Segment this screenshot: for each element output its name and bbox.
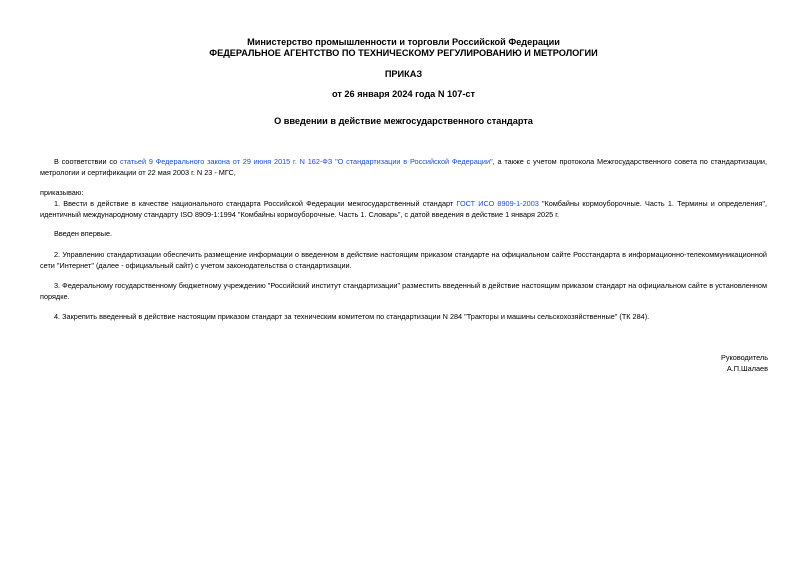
order-word: приказываю: (40, 188, 84, 197)
agency-name: ФЕДЕРАЛЬНОЕ АГЕНТСТВО ПО ТЕХНИЧЕСКОМУ РЕГУЛИРОВАНИЮ И МЕТРОЛОГИИ (209, 48, 598, 58)
document-title: О введении в действие межгосударственного стандарта (274, 116, 533, 126)
intro-paragraph (40, 157, 767, 178)
document-date-number: от 26 января 2024 года N 107-ст (331, 89, 476, 99)
gost-link[interactable]: ГОСТ ИСО 8909-1-2003 (456, 199, 539, 208)
clause-3: 3. Федеральному государственному бюджетному учреждению "Российский институт стандартизации" разместить введенный в действие настоящим приказом стандарт на официальном сайте в установленном порядке. (40, 281, 767, 301)
clause-1-text-before: 1. Ввести в действие в качестве национального стандарта Российской Федерации межгосударственный стандарт (54, 199, 457, 208)
clause-4: 4. Закрепить введенный в действие настоящим приказом стандарт за техническим комитетом по стандартизации N 284 "Тракторы и машины сельскохозяйственные" (ТК 284). (54, 312, 650, 321)
document-type: ПРИКАЗ (384, 69, 423, 79)
clause-2: 2. Управлению стандартизации обеспечить размещение информации о введенном в действие настоящим приказом стандарте на официальном сайте Росстандарта в информационно-телекоммуникационной сети "Интернет" (далее - официальный сайт) с учетом законодательства о стандартизации. (40, 250, 767, 270)
intro-text-before: В соответствии со (54, 157, 120, 166)
clause-1 (40, 199, 767, 220)
federal-law-link[interactable]: статьей 9 Федерального закона от 29 июня 2015 г. N 162-ФЗ "О стандартизации в Российской Федерации" (119, 157, 493, 166)
signatory-name: А.П.Шалаев (726, 364, 768, 373)
signatory-position: Руководитель (720, 353, 768, 362)
intro-text-after: , а также с учетом протокола Межгосударственного совета по стандартизации, метрологии и сертификации от 22 мая 2003 г. N 23 - МГС, (40, 157, 768, 177)
first-time-note: Введен впервые. (54, 229, 113, 238)
ministry-name: Министерство промышленности и торговли Российской Федерации (247, 37, 560, 47)
clause-1-text-after: "Комбайны кормоуборочные. Часть 1. Термины и определения", идентичный международному стандарту ISO 8909-1:1994 "Комбайны кормоуборочные. Часть 1. Словарь", с датой введения в действие 1 января 2025 г. (40, 199, 767, 219)
